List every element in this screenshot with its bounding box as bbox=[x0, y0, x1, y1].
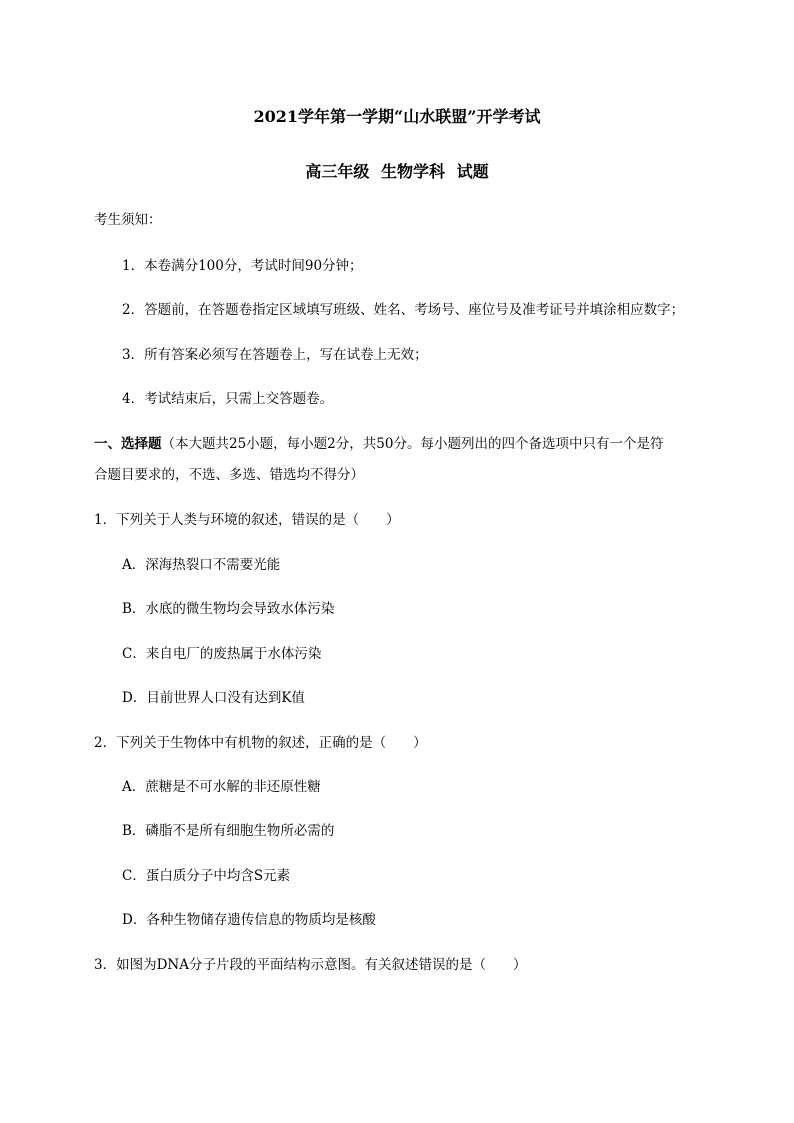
notice-item: 3．所有答案必须写在答题卷上，写在试卷上无效； bbox=[122, 347, 428, 363]
question-stem: 1．下列关于人类与环境的叙述，错误的是（ ） bbox=[94, 512, 400, 528]
question-option: A．蔗糖是不可水解的非还原性糖 bbox=[122, 779, 321, 795]
section-instructions: （本大题共25小题，每小题2分，共50分。每小题列出的四个备选项中只有一个是符 bbox=[161, 436, 664, 452]
section-instructions-continued: 合题目要求的，不选、多选、错选均不得分） bbox=[94, 467, 364, 483]
question-stem: 3．如图为DNA分子片段的平面结构示意图。有关叙述错误的是（ ） bbox=[94, 957, 527, 973]
question-option: D．各种生物储存遗传信息的物质均是核酸 bbox=[122, 912, 376, 928]
question-option: C．蛋白质分子中均含S元素 bbox=[122, 868, 291, 884]
notice-item: 4．考试结束后，只需上交答题卷。 bbox=[122, 391, 334, 407]
question-option: C．来自电厂的废热属于水体污染 bbox=[122, 646, 322, 662]
section-heading-line bbox=[94, 435, 663, 453]
exam-subtitle: 高三年级 生物学科 试题 bbox=[305, 162, 489, 181]
notice-item: 2．答题前，在答题卷指定区域填写班级、姓名、考场号、座位号及准考证号并填涂相应数字； bbox=[122, 302, 685, 318]
exam-title: 2021学年第一学期“山水联盟”开学考试 bbox=[253, 107, 541, 126]
question-option: D．目前世界人口没有达到K值 bbox=[122, 690, 305, 706]
question-option: B．磷脂不是所有细胞生物所必需的 bbox=[122, 823, 335, 839]
question-option: A．深海热裂口不需要光能 bbox=[122, 557, 281, 573]
notice-item: 1．本卷满分100分，考试时间90分钟； bbox=[122, 258, 363, 274]
section-heading: 一、选择题 bbox=[94, 436, 162, 452]
notice-label: 考生须知： bbox=[94, 212, 162, 228]
question-stem: 2．下列关于生物体中有机物的叙述，正确的是（ ） bbox=[94, 735, 427, 751]
question-option: B．水底的微生物均会导致水体污染 bbox=[122, 601, 335, 617]
